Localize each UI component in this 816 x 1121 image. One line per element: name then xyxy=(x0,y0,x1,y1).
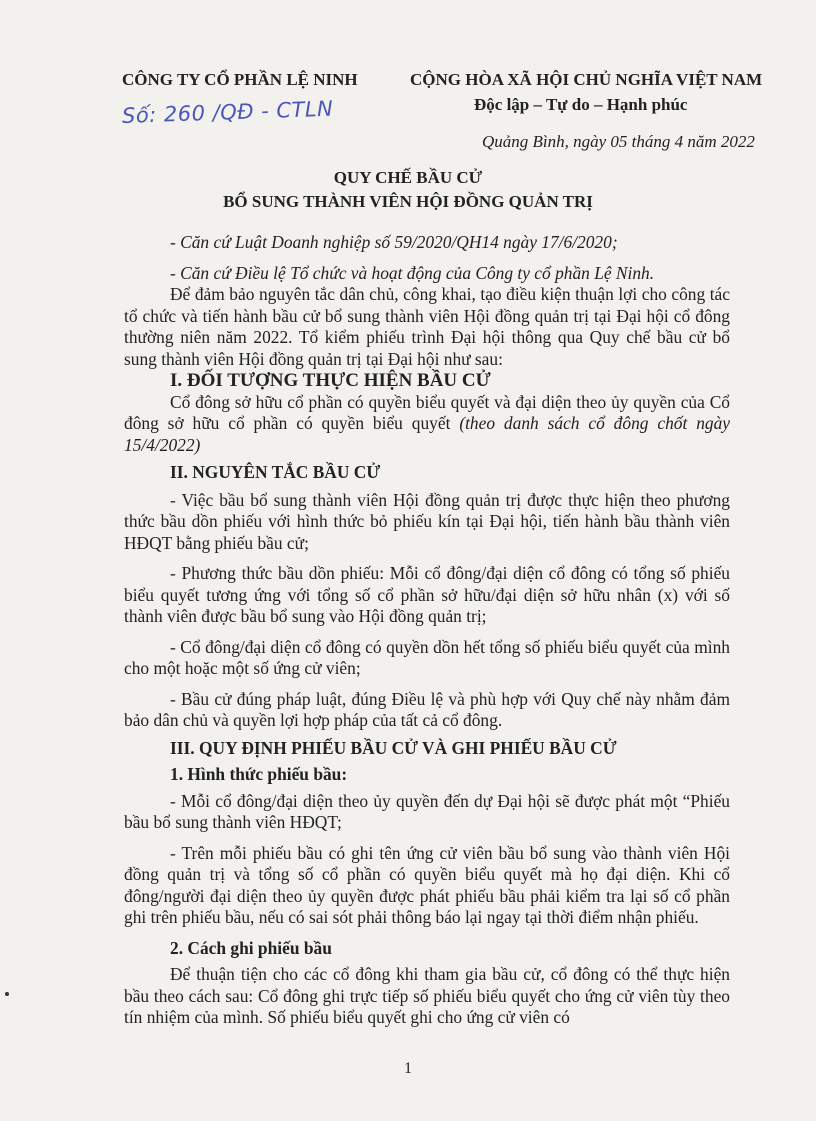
subsection-1-heading: 1. Hình thức phiếu bầu: xyxy=(170,764,348,784)
section-2-heading: II. NGUYÊN TẮC BẦU CỬ xyxy=(170,462,381,482)
section-2-paragraph-2: - Phương thức bầu dồn phiếu: Mỗi cổ đông/đại diện cổ đông có tổng số phiếu biểu quyết tương ứng với tổng số cổ phần sở hữu/đại diện sở hữu nhân (x) với số thành viên được bầu bổ sung vào Hội đồng quản trị; xyxy=(124,563,730,626)
national-motto: Độc lập – Tự do – Hạnh phúc xyxy=(474,95,688,114)
section-2-paragraph-1: - Việc bầu bổ sung thành viên Hội đồng quản trị được thực hiện theo phương thức bầu dồn phiếu với hình thức bỏ phiếu kín tại Đại hội, tiến hành bầu thành viên HĐQT bằng phiếu bầu cử; xyxy=(124,489,730,553)
place-date: Quảng Bình, ngày 05 tháng 4 năm 2022 xyxy=(482,132,755,151)
document-number-handwritten: Số: 260 /QĐ - CTLN xyxy=(121,96,334,128)
country-name: CỘNG HÒA XÃ HỘI CHỦ NGHĨA VIỆT NAM xyxy=(410,70,763,89)
section-2-paragraph-4: - Bầu cử đúng pháp luật, đúng Điều lệ và phù hợp với Quy chế này nhằm đảm bảo dân chủ và quyền lợi hợp pháp của tất cả cổ đông. xyxy=(124,688,730,730)
section-2-paragraph-3: - Cổ đông/đại diện cổ đông có quyền dồn hết tổng số phiếu biểu quyết của mình cho một hoặc một số ứng cử viên; xyxy=(124,636,730,678)
legal-basis-2: - Căn cứ Điều lệ Tổ chức và hoạt động của Công ty cổ phần Lệ Ninh. xyxy=(170,262,655,283)
subsection-2-paragraph-1: Để thuận tiện cho các cổ đông khi tham gia bầu cử, cổ đông có thể thực hiện bầu theo cách sau: Cổ đông ghi trực tiếp số phiếu biểu quyết cho ứng cử viên tùy theo tín nhiệm của mình. Số phiếu biểu quyết ghi cho ứng cử viên có xyxy=(124,964,730,1027)
document-title: QUY CHẾ BẦU CỬ xyxy=(333,168,483,187)
document-body xyxy=(124,232,730,1029)
section-1-text xyxy=(124,392,730,457)
section-3-heading: III. QUY ĐỊNH PHIẾU BẦU CỬ VÀ GHI PHIẾU BẦU CỬ xyxy=(170,737,617,758)
scan-speck xyxy=(5,992,9,996)
subsection-1-paragraph-1: - Mỗi cổ đông/đại diện theo ủy quyền đến dự Đại hội sẽ được phát một “Phiếu bầu bổ sung thành viên HĐQT; xyxy=(124,790,730,832)
intro-paragraph: Để đảm bảo nguyên tắc dân chủ, công khai, tạo điều kiện thuận lợi cho công tác tổ chức và tiến hành bầu cử bổ sung thành viên Hội đồng quản trị tại Đại hội cổ đông thường niên năm 2022. Tổ kiểm phiếu trình Đại hội thông qua Quy chế bầu cử bổ sung thành viên Hội đồng quản trị tại Đại hội như sau: xyxy=(124,284,730,369)
subsection-2-heading: 2. Cách ghi phiếu bầu xyxy=(170,937,332,958)
section-1-body: Cổ đông sở hữu cổ phần có quyền biểu quyết và đại diện theo ủy quyền của Cổ đông sở hữu cổ phần có quyền biểu quyết xyxy=(124,391,730,433)
legal-basis-1: - Căn cứ Luật Doanh nghiệp số 59/2020/QH14 ngày 17/6/2020; xyxy=(170,232,618,252)
page-number: 1 xyxy=(404,1060,412,1077)
document-subtitle: BỔ SUNG THÀNH VIÊN HỘI ĐỒNG QUẢN TRỊ xyxy=(223,192,593,211)
subsection-1-paragraph-2: - Trên mỗi phiếu bầu có ghi tên ứng cử viên bầu bổ sung vào thành viên Hội đồng quản trị và tổng số cổ phần có quyền biểu quyết mà họ đại diện. Khi cổ đông/người đại diện theo ủy quyền được phát phiếu bầu phải kiểm tra lại số cổ phần ghi trên phiếu bầu, nếu có sai sót phải thông báo lại ngay tại thời điểm nhận phiếu. xyxy=(124,842,730,927)
section-1-note: (theo danh sách cổ đông chốt ngày 15/4/2022) xyxy=(124,413,730,455)
company-name: CÔNG TY CỔ PHẦN LỆ NINH xyxy=(122,70,358,89)
section-1-heading: I. ĐỐI TƯỢNG THỰC HIỆN BẦU CỬ xyxy=(170,370,491,391)
